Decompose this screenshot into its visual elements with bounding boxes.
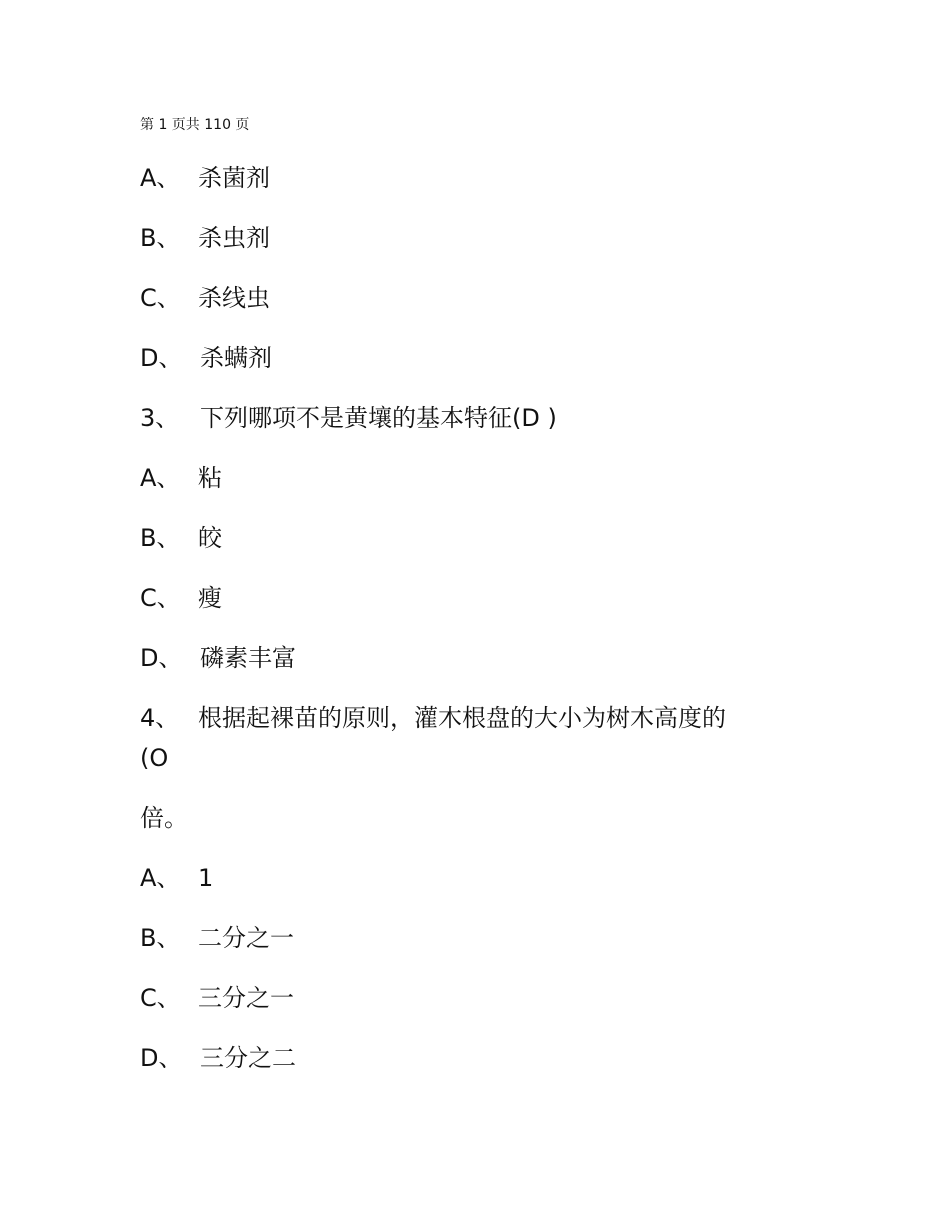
option-text: 粘 [198, 464, 222, 492]
option-text: 磷素丰富 [200, 644, 296, 672]
option-label: A、 [140, 864, 181, 892]
question-number: 4、 [140, 704, 180, 732]
option-label: C、 [140, 584, 181, 612]
option-q3-c [140, 582, 222, 614]
option-label: A、 [140, 464, 181, 492]
option-label: D、 [140, 1044, 183, 1072]
option-q2-c [140, 282, 270, 314]
option-label: B、 [140, 524, 181, 552]
option-label: C、 [140, 984, 181, 1012]
option-text: 杀菌剂 [198, 164, 270, 192]
option-q3-a [140, 462, 222, 494]
option-label: C、 [140, 284, 181, 312]
option-q3-d [140, 642, 296, 674]
question-4-continuation: (O [140, 744, 169, 772]
option-text: 1 [198, 864, 214, 892]
question-number: 3、 [140, 404, 180, 432]
question-text: 下列哪项不是黄壤的基本特征(D ) [200, 404, 557, 432]
option-text: 二分之一 [198, 924, 294, 952]
option-label: B、 [140, 924, 181, 952]
option-q2-d [140, 342, 272, 374]
option-text: 三分之二 [200, 1044, 296, 1072]
option-label: D、 [140, 644, 183, 672]
question-4-continuation-2: 倍。 [140, 804, 188, 832]
option-label: B、 [140, 224, 181, 252]
option-q4-c [140, 982, 294, 1014]
option-q4-b [140, 922, 294, 954]
option-label: A、 [140, 164, 181, 192]
option-text: 三分之一 [198, 984, 294, 1012]
page-number-header: 第 1 页共 110 页 [140, 117, 250, 133]
question-3 [140, 402, 557, 434]
option-text: 瘦 [198, 584, 222, 612]
option-q3-b [140, 522, 222, 554]
option-q2-a [140, 162, 270, 194]
question-4 [140, 702, 726, 734]
option-text: 皎 [198, 524, 222, 552]
question-text: 根据起裸苗的原则，灌木根盘的大小为树木高度的 [198, 704, 726, 732]
option-label: D、 [140, 344, 183, 372]
option-text: 杀螨剂 [200, 344, 272, 372]
option-q4-d [140, 1042, 296, 1074]
option-text: 杀虫剂 [198, 224, 270, 252]
option-q2-b [140, 222, 270, 254]
option-text: 杀线虫 [198, 284, 270, 312]
option-q4-a [140, 862, 213, 894]
